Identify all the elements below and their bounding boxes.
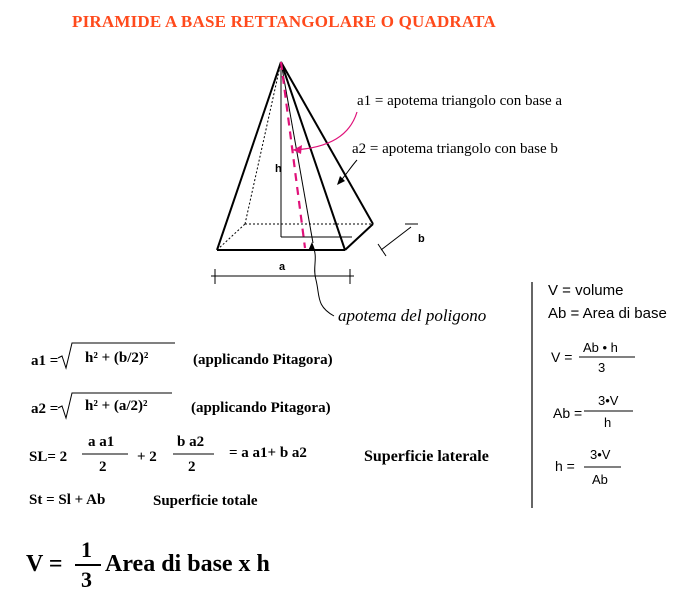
label-h: h xyxy=(275,163,282,175)
sidebar-ab-lhs: Ab = xyxy=(553,405,583,421)
label-b: b xyxy=(418,233,425,245)
sl-frac2-den: 2 xyxy=(188,459,196,475)
volume-num: 1 xyxy=(81,537,92,562)
sidebar-ab-den: h xyxy=(604,415,612,430)
sidebar-v-def: V = volume xyxy=(548,282,624,299)
label-a1: a1 = apotema triangolo con base a xyxy=(357,93,563,109)
volume-rhs: Area di base x h xyxy=(105,551,270,577)
a1-radicand: h² + (b/2)² xyxy=(85,350,149,366)
sl-lhs: SL= 2 xyxy=(29,449,68,465)
volume-den: 3 xyxy=(81,567,92,592)
a2-note: (applicando Pitagora) xyxy=(191,400,331,416)
label-apotema-poligono: apotema del poligono xyxy=(338,306,487,325)
sl-frac1-num: a a1 xyxy=(88,434,115,450)
label-a: a xyxy=(279,261,286,273)
sidebar-v-num: Ab • h xyxy=(583,340,618,355)
hidden-edge-lateral xyxy=(245,62,281,224)
page-title: PIRAMIDE A BASE RETTANGOLARE O QUADRATA xyxy=(72,12,496,31)
a1-lhs: a1 = xyxy=(31,353,59,369)
edge-front-left xyxy=(217,62,281,250)
sl-frac1-den: 2 xyxy=(99,459,107,475)
dim-b-line xyxy=(381,227,411,250)
a2-lhs: a2 = xyxy=(31,401,59,417)
sidebar-ab-def: Ab = Area di base xyxy=(548,305,667,322)
a2-radicand: h² + (a/2)² xyxy=(85,398,148,414)
sl-frac2-num: b a2 xyxy=(177,434,205,450)
a1-leader xyxy=(293,112,357,150)
sidebar-ab-num: 3•V xyxy=(598,393,619,408)
sidebar-h-den: Ab xyxy=(592,472,608,487)
label-a2: a2 = apotema triangolo con base b xyxy=(352,141,558,157)
sl-note: Superficie laterale xyxy=(364,448,489,465)
volume-lhs: V = xyxy=(26,551,63,577)
sl-result: = a a1+ b a2 xyxy=(229,445,307,461)
apothem-a1-line xyxy=(281,62,305,248)
visible-edges xyxy=(217,62,373,250)
sl-plus: + 2 xyxy=(137,449,157,465)
sidebar-v-den: 3 xyxy=(598,360,606,375)
polygon-apothem-leader xyxy=(312,244,334,316)
hidden-edges xyxy=(217,62,373,250)
sidebar-h-lhs: h = xyxy=(555,458,575,474)
sidebar-h-num: 3•V xyxy=(590,447,611,462)
st-expr: St = Sl + Ab xyxy=(29,492,106,508)
a1-note: (applicando Pitagora) xyxy=(193,352,333,368)
st-note: Superficie totale xyxy=(153,493,258,509)
sidebar-v-lhs: V = xyxy=(551,349,573,365)
